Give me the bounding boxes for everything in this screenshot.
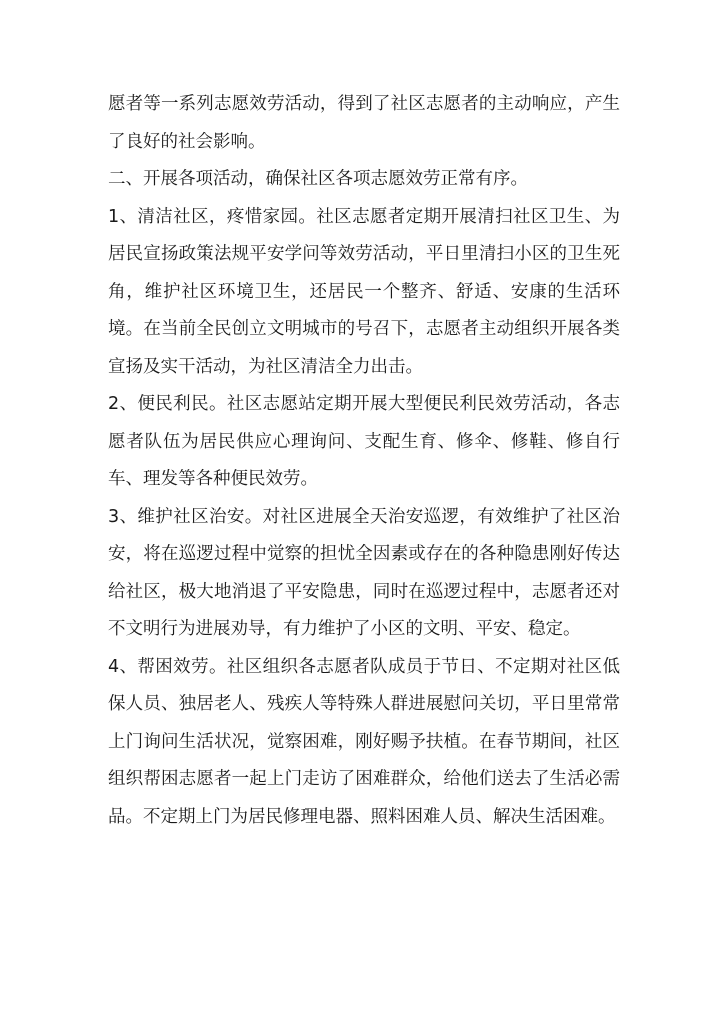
document-page [108, 86, 620, 836]
section-heading: 二、开展各项活动，确保社区各项志愿效劳正常有序。 [108, 169, 528, 189]
paragraph-continuation: 愿者等一系列志愿效劳活动，得到了社区志愿者的主动响应，产生了良好的社会影响。 [108, 94, 620, 152]
paragraph-item-2: 2、便民利民。社区志愿站定期开展大型便民利民效劳活动，各志愿者队伍为居民供应心理询问、支配生育、修伞、修鞋、修自行车、理发等各种便民效劳。 [108, 394, 620, 489]
paragraph-item-1: 1、清洁社区，疼惜家园。社区志愿者定期开展清扫社区卫生、为居民宣扬政策法规平安学问等效劳活动，平日里清扫小区的卫生死角，维护社区环境卫生，还居民一个整齐、舒适、安康的生活环境。在当前全民创立文明城市的号召下，志愿者主动组织开展各类宣扬及实干活动，为社区清洁全力出击。 [108, 206, 620, 377]
paragraph-item-3: 3、维护社区治安。对社区进展全天治安巡逻，有效维护了社区治安，将在巡逻过程中觉察的担忧全因素或存在的各种隐患刚好传达给社区，极大地消退了平安隐患，同时在巡逻过程中，志愿者还对不文明行为进展劝导，有力维护了小区的文明、平安、稳定。 [108, 506, 620, 639]
paragraph-item-4: 4、帮困效劳。社区组织各志愿者队成员于节日、不定期对社区低保人员、独居老人、残疾人等特殊人群进展慰问关切，平日里常常上门询问生活状况，觉察困难，刚好赐予扶植。在春节期间，社区组织帮困志愿者一起上门走访了困难群众，给他们送去了生活必需品。不定期上门为居民修理电器、照料困难人员、解决生活困难。 [108, 656, 620, 827]
